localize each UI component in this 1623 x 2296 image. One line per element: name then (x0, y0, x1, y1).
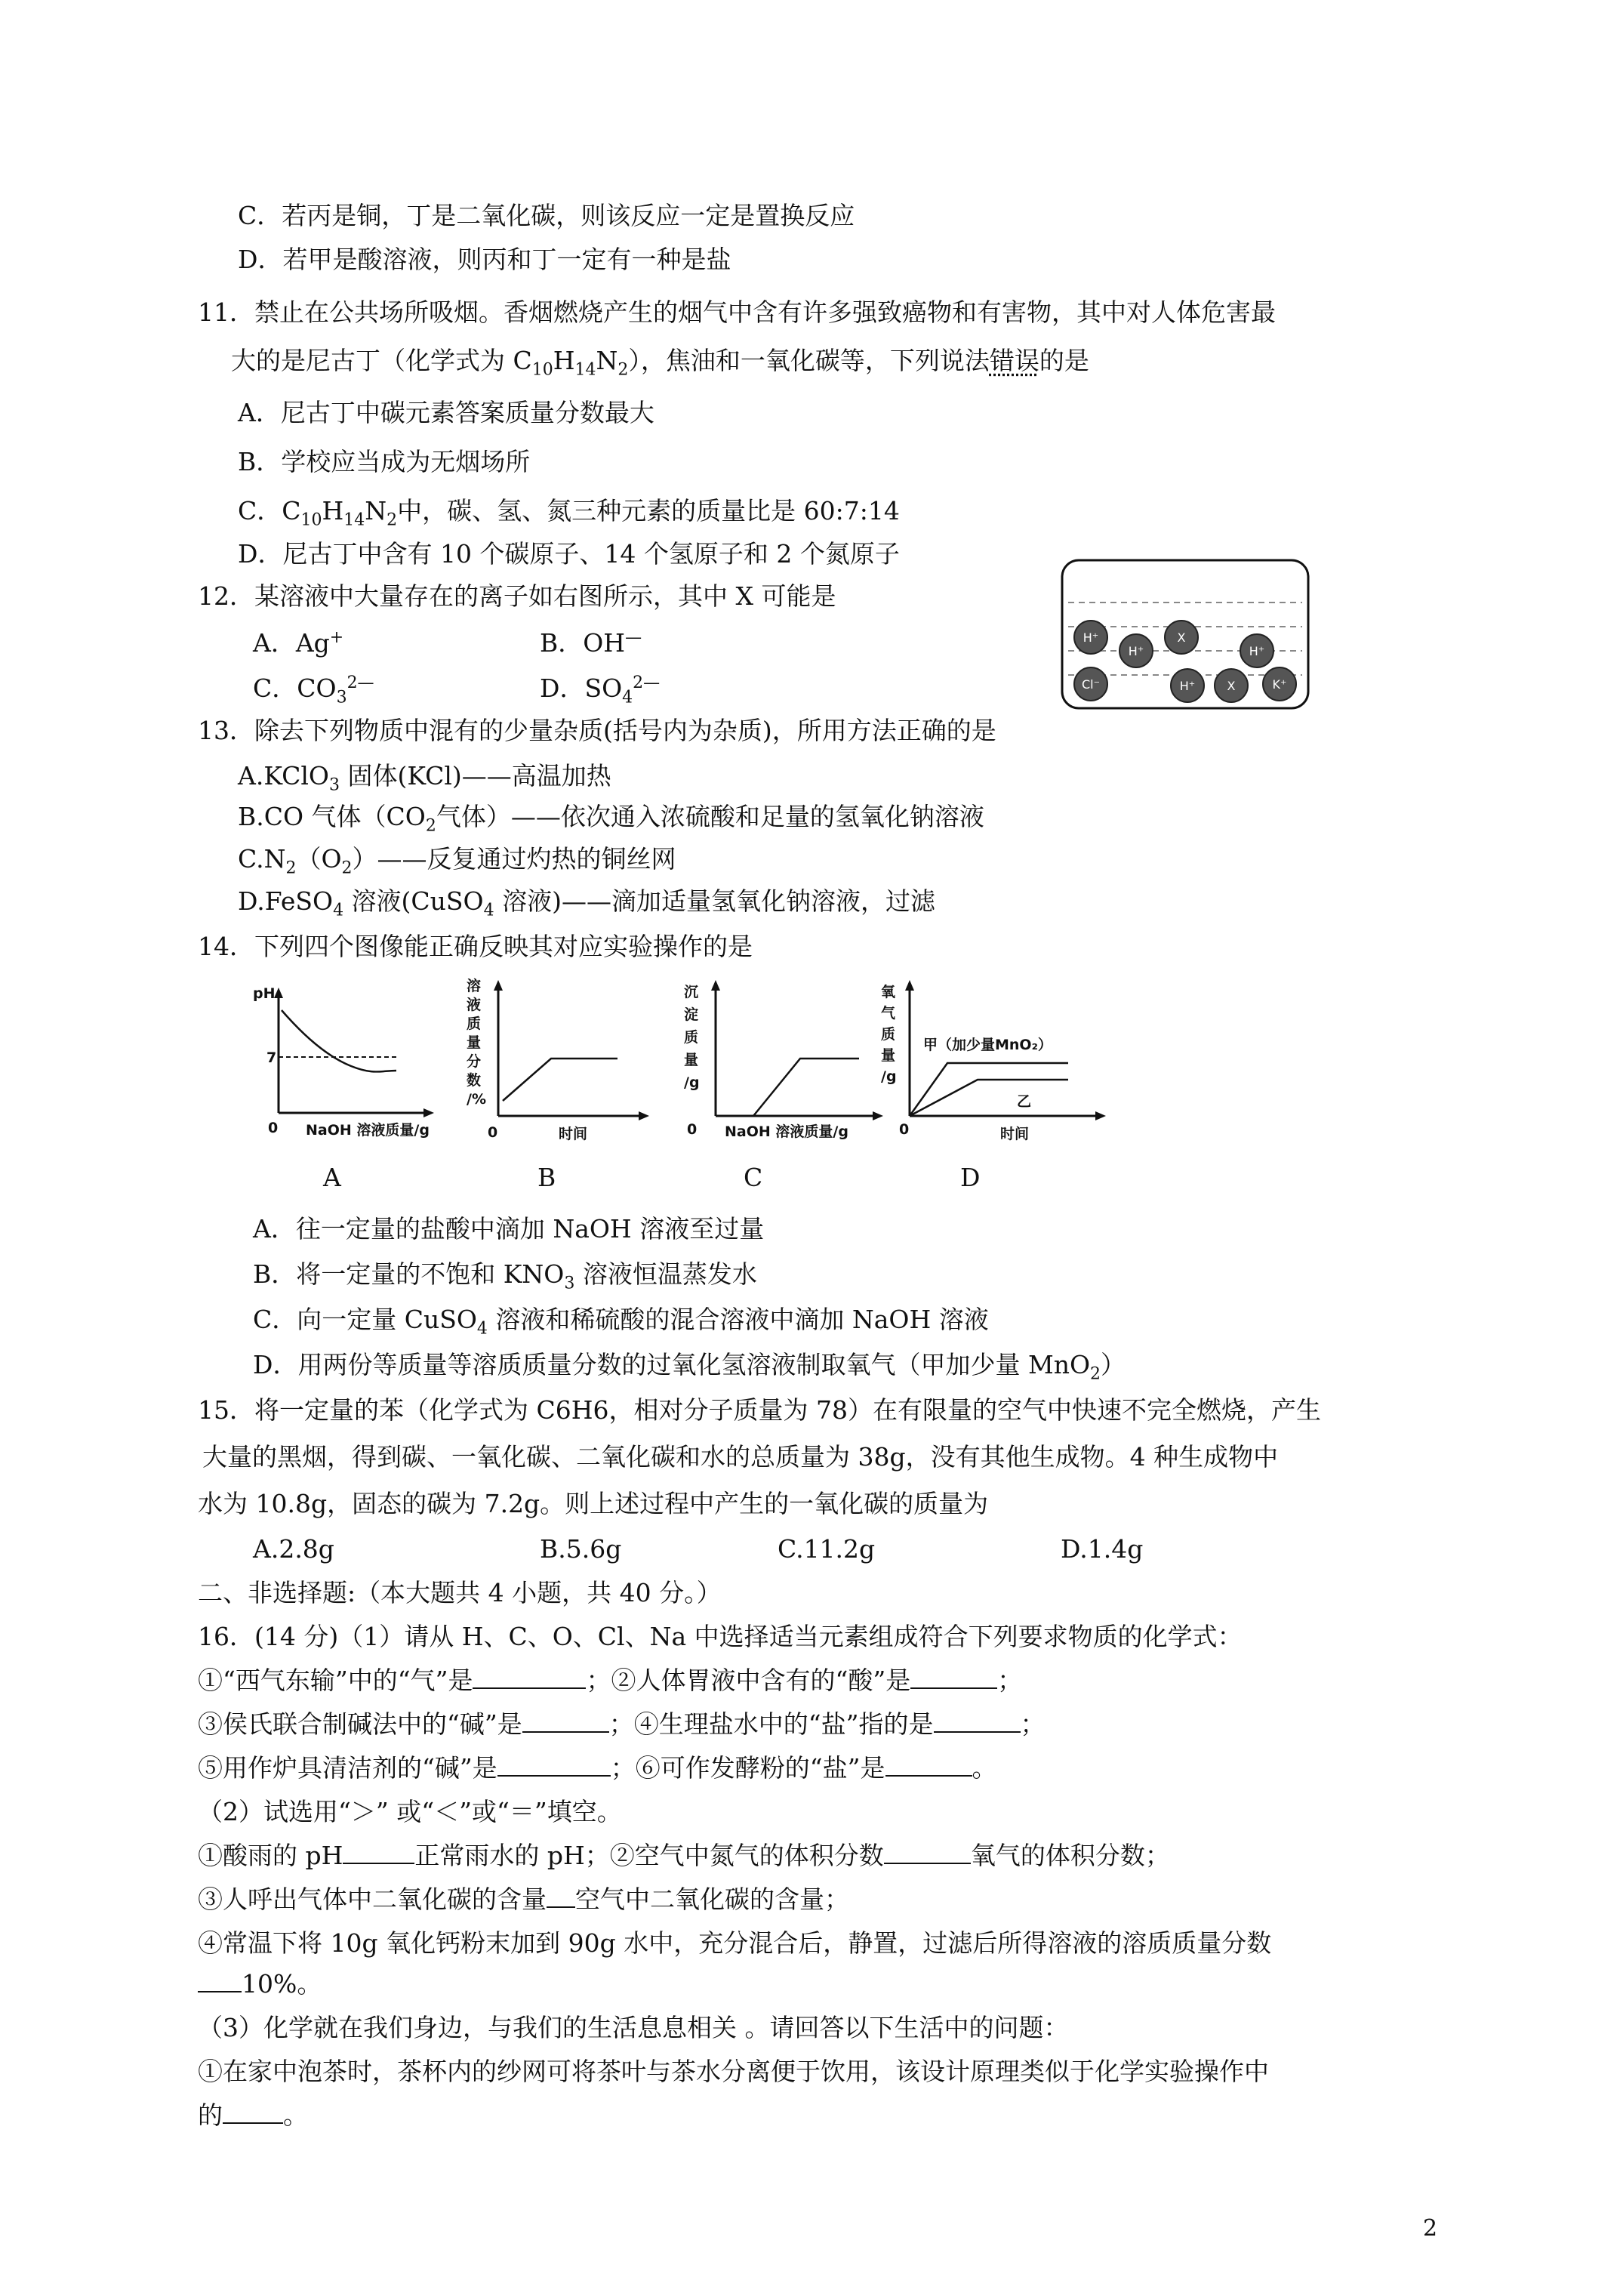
graph-d-series1-label: 甲（加少量MnO₂） (923, 1037, 1052, 1053)
graph-d-caption: D (960, 1163, 981, 1192)
q15-option-d: D.1.4g (1061, 1534, 1144, 1564)
q16-line-3: ⑤用作炉具清洁剂的“碱”是 ；⑥可作发酵粉的“盐”是 。 (198, 1753, 997, 1783)
ylabel-char: 液 (467, 997, 482, 1013)
q16-part2-line3: ④常温下将 10g 氧化钙粉末加到 90g 水中，充分混合后，静置，过滤后所得溶液的溶质质量分数 (198, 1928, 1272, 1958)
ylabel-char: 数 (467, 1072, 482, 1089)
ylabel-char: 淀 (684, 1006, 699, 1023)
page-number: 2 (1423, 2215, 1438, 2242)
ion-label: H⁺ (1249, 644, 1265, 658)
emphasis-wrong: 错误 (989, 346, 1039, 375)
q16-stem: 16．(14 分)（1）请从 H、C、O、Cl、Na 中选择适当元素组成符合下列要求物质的化学式： (198, 1622, 1243, 1651)
q16-part3-line1: ①在家中泡茶时，茶杯内的纱网可将茶叶与茶水分离便于饮用，该设计原理类似于化学实验操作中 (198, 2057, 1269, 2086)
graph-a-caption: A (323, 1163, 341, 1192)
graph-c-caption: C (744, 1163, 763, 1192)
graph-a-curve (282, 1010, 396, 1072)
q15-stem-line3: 水为 10.8g，固态的碳为 7.2g。则上述过程中产生的一氧化碳的质量为 (198, 1489, 989, 1518)
answer-blank-4[interactable] (934, 1709, 1021, 1733)
q11-stem-line2: 大的是尼古丁（化学式为 $C_{10}H_{14}N_2$），焦油和一氧化碳等，下列说法错误的是 (231, 346, 1089, 380)
graph-d-origin: 0 (899, 1121, 910, 1138)
graph-b-caption: B (537, 1163, 556, 1192)
q11-option-d: D．尼古丁中含有 10 个碳原子、14 个氢原子和 2 个氮原子 (238, 539, 900, 569)
graph-b-origin: 0 (488, 1124, 498, 1141)
graph-a-xlabel: NaOH 溶液质量/g (306, 1122, 430, 1139)
q15-option-a: A.2.8g (253, 1534, 334, 1564)
answer-blank-5[interactable] (497, 1752, 611, 1777)
graph-c (664, 974, 883, 1155)
q16-part3-line2: 的 。 (198, 2100, 308, 2130)
ylabel-char: 溶 (467, 978, 482, 994)
ion-label: X (1227, 679, 1236, 693)
ylabel-char: 质 (684, 1029, 699, 1046)
q12-stem: 12．某溶液中大量存在的离子如右图所示，其中 X 可能是 (198, 581, 836, 611)
answer-blank-9[interactable] (547, 1884, 575, 1908)
ion-label: H⁺ (1179, 679, 1196, 693)
answer-blank-2[interactable] (910, 1665, 997, 1689)
graph-d-line-jia (910, 1063, 1068, 1116)
q16-line-1: ①“西气东输”中的“气”是 ；②人体胃液中含有的“酸”是 ； (198, 1666, 1023, 1695)
graph-d (879, 974, 1106, 1155)
ion-label: Cl⁻ (1081, 677, 1101, 692)
q14-option-c: C．向一定量 CuSO$_4$ 溶液和稀硫酸的混合溶液中滴加 NaOH 溶液 (253, 1305, 989, 1339)
q13-stem: 13．除去下列物质中混有的少量杂质(括号内为杂质)，所用方法正确的是 (198, 716, 996, 745)
q11-option-a: A．尼古丁中碳元素答案质量分数最大 (238, 398, 654, 427)
answer-blank-11[interactable] (223, 2100, 283, 2124)
q14-stem: 14．下列四个图像能正确反映其对应实验操作的是 (198, 932, 753, 961)
ylabel-char: 量 (684, 1052, 699, 1068)
answer-blank-10[interactable] (198, 1968, 242, 1992)
graph-a-origin: 0 (268, 1120, 279, 1136)
q16-part3-intro: （3）化学就在我们身边，与我们的生活息息相关 。请回答以下生活中的问题： (198, 2013, 1069, 2042)
ylabel-char: 质 (467, 1015, 482, 1032)
q12-option-b: B．OH— (540, 628, 642, 658)
q13-option-b: B.CO 气体（$CO_2$气体）——依次通入浓硫酸和足量的氢氧化钠溶液 (238, 802, 984, 836)
section-2-heading: 二、非选择题:（本大题共 4 小题，共 40 分。） (198, 1578, 722, 1607)
q14-option-b: B．将一定量的不饱和 $KNO_3$ 溶液恒温蒸发水 (253, 1259, 757, 1293)
q10-option-d: D．若甲是酸溶液，则丙和丁一定有一种是盐 (238, 245, 731, 274)
answer-blank-3[interactable] (522, 1709, 609, 1733)
graph-c-xlabel: NaOH 溶液质量/g (725, 1123, 848, 1140)
answer-blank-7[interactable] (343, 1840, 414, 1864)
graph-c-ylabel (684, 984, 700, 1091)
graph-b-xlabel: 时间 (559, 1126, 588, 1142)
ion-label: K⁺ (1272, 677, 1287, 692)
graph-d-line-yi (910, 1080, 1068, 1116)
q13-option-c: $C.N_2(O_2)——$反复通过灼热的铜丝网 (238, 844, 676, 878)
q13-option-d: D.FeSO$_4$ 溶液(CuSO$_4$ 溶液)——滴加适量氢氧化钠溶液，过滤 (238, 886, 935, 920)
q12-option-a: A．Ag+ (253, 628, 344, 658)
graph-b-line (503, 1059, 617, 1101)
graph-b-ylabel (467, 977, 486, 1108)
graph-c-line (716, 1059, 859, 1116)
ylabel-char: 量 (881, 1047, 896, 1064)
q10-option-c: C．若丙是铜，丁是二氧化碳，则该反应一定是置换反应 (238, 201, 855, 230)
q15-option-c: C.11.2g (778, 1534, 876, 1564)
answer-blank-6[interactable] (885, 1752, 972, 1777)
q13-option-a: A.KClO$_3$ 固体(KCl)——高温加热 (238, 761, 611, 795)
graph-a (245, 982, 434, 1155)
answer-blank-8[interactable] (884, 1840, 971, 1864)
q15-stem-line2: 大量的黑烟，得到碳、一氧化碳、二氧化碳和水的总质量为 38g，没有其他生成物。4 种生成物中 (202, 1442, 1279, 1472)
graph-a-ylabel: pH (253, 985, 276, 1002)
q15-option-b: B.5.6g (540, 1534, 622, 1564)
ylabel-char: 分 (467, 1053, 482, 1070)
answer-blank-1[interactable] (473, 1665, 586, 1689)
q12-option-c: C．$CO_3^{2—}$ (253, 673, 374, 707)
ylabel-char: 沉 (684, 984, 699, 1000)
ion-label: X (1177, 630, 1186, 645)
q16-part2-line1: ①酸雨的 pH 正常雨水的 pH；②空气中氮气的体积分数 氧气的体积分数； (198, 1841, 1170, 1870)
q11-option-c: C．$C_{10}H_{14}N_2$中，碳、氢、氮三种元素的质量比是 60:7:14 (238, 496, 900, 530)
ion-label: H⁺ (1083, 630, 1099, 645)
q16-part2-line4: 10%。 (198, 1968, 322, 2001)
ylabel-char: 氧 (881, 984, 896, 1000)
q16-part2-intro: （2）试选用“＞” 或“＜”或“＝”填空。 (198, 1797, 622, 1826)
graph-a-ref-7: 7 (266, 1049, 277, 1066)
ion-beaker-figure (1061, 559, 1310, 710)
q16-part2-line2: ③人呼出气体中二氧化碳的含量 空气中二氧化碳的含量； (198, 1885, 849, 1914)
graph-d-xlabel: 时间 (1000, 1126, 1030, 1142)
graph-d-series2-label: 乙 (1017, 1093, 1032, 1110)
ylabel-char: /% (467, 1091, 486, 1108)
graph-b (453, 974, 649, 1155)
q11-option-b: B．学校应当成为无烟场所 (238, 447, 531, 476)
ion-particles (1074, 621, 1296, 702)
q11-stem-line1: 11．禁止在公共场所吸烟。香烟燃烧产生的烟气中含有许多强致癌物和有害物，其中对人体危害最 (198, 297, 1276, 327)
ylabel-char: 量 (467, 1034, 482, 1051)
ylabel-char: 质 (881, 1026, 896, 1043)
graph-c-origin: 0 (687, 1121, 698, 1138)
ylabel-char: /g (684, 1074, 700, 1091)
graph-d-ylabel (881, 983, 897, 1085)
ylabel-char: 气 (881, 1005, 896, 1022)
q14-option-a: A．往一定量的盐酸中滴加 NaOH 溶液至过量 (253, 1214, 765, 1244)
q14-option-d: D．用两份等质量等溶质质量分数的过氧化氢溶液制取氧气（甲加少量 MnO$_2$） (253, 1350, 1126, 1384)
ion-label: H⁺ (1128, 644, 1144, 658)
q12-option-d: D．$SO_4^{2—}$ (540, 673, 661, 707)
q15-stem-line1: 15．将一定量的苯（化学式为 C6H6，相对分子质量为 78）在有限量的空气中快速不完全燃烧，产生 (198, 1395, 1321, 1425)
ylabel-char: /g (881, 1068, 897, 1085)
q16-line-2: ③侯氏联合制碱法中的“碱”是 ；④生理盐水中的“盐”指的是 ； (198, 1709, 1046, 1739)
